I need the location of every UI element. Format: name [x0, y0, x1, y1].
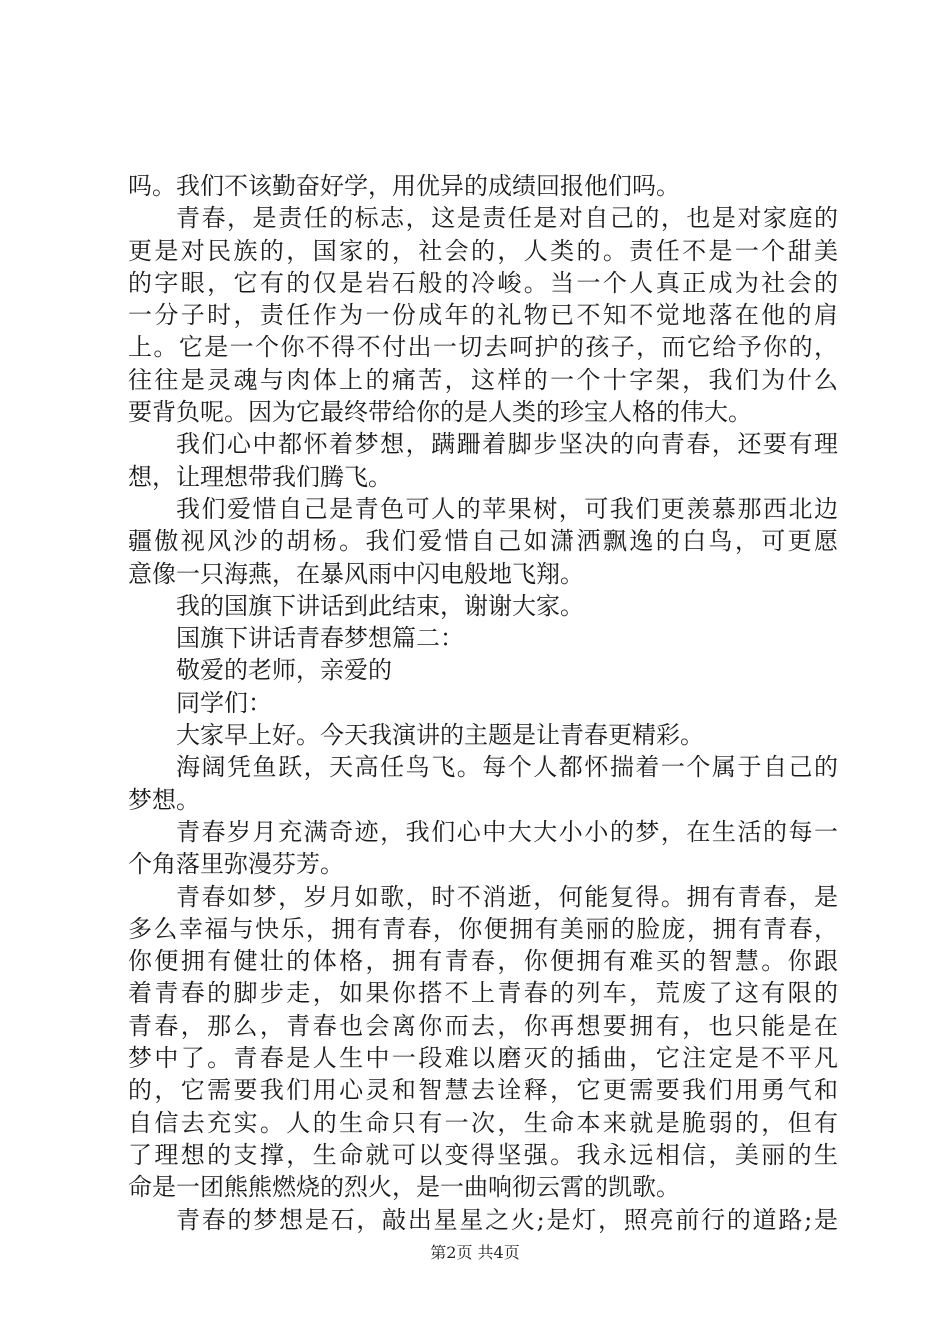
text-line: 自信去充实。人的生命只有一次，生命本来就是脆弱的，但有: [128, 1108, 838, 1137]
text-line: 我们爱惜自己是青色可人的苹果树，可我们更羡慕那西北边: [176, 494, 838, 523]
text-line: 想，让理想带我们腾飞。: [128, 462, 392, 491]
text-line: 要背负呢。因为它最终带给你的是人类的珍宝人格的伟大。: [128, 398, 752, 427]
text-line: 往往是灵魂与肉体上的痛苦，这样的一个十字架，我们为什么: [128, 365, 838, 394]
text-line: 命是一团熊熊燃烧的烈火，是一曲响彻云霄的凯歌。: [128, 1173, 680, 1202]
text-line: 海阔凭鱼跃，天高任鸟飞。每个人都怀揣着一个属于自己的: [176, 753, 838, 782]
text-line: 青春如梦，岁月如歌，时不消逝，何能复得。拥有青春，是: [176, 882, 838, 911]
text-line: 一分子时，责任作为一份成年的礼物已不知不觉地落在他的肩: [128, 301, 838, 330]
text-line: 你便拥有健壮的体格，拥有青春，你便拥有难买的智慧。你跟: [128, 947, 838, 976]
text-line: 的，它需要我们用心灵和智慧去诠释，它更需要我们用勇气和: [128, 1076, 838, 1105]
text-line: 着青春的脚步走，如果你搭不上青春的列车，荒废了这有限的: [128, 979, 838, 1008]
text-line: 大家早上好。今天我演讲的主题是让青春更精彩。: [176, 721, 704, 750]
text-line: 青春岁月充满奇迹，我们心中大大小小的梦，在生活的每一: [176, 817, 838, 846]
text-line: 了理想的支撑，生命就可以变得坚强。我永远相信，美丽的生: [128, 1140, 838, 1169]
text-line: 梦中了。青春是人生中一段难以磨灭的插曲，它注定是不平凡: [128, 1044, 838, 1073]
text-line: 的字眼，它有的仅是岩石般的冷峻。当一个人真正成为社会的: [128, 268, 838, 297]
text-line: 吗。我们不该勤奋好学，用优异的成绩回报他们吗。: [128, 172, 680, 200]
text-line: 青春的梦想是石，敲出星星之火;是灯，照亮前行的道路;是: [176, 1205, 838, 1234]
text-line: 同学们：: [176, 688, 272, 717]
text-line: 更是对民族的，国家的，社会的，人类的。责任不是一个甜美: [128, 236, 838, 265]
text-line: 我们心中都怀着梦想，蹒跚着脚步坚决的向青春，还要有理: [176, 430, 838, 459]
text-line: 青春，是责任的标志，这是责任是对自己的，也是对家庭的: [176, 204, 838, 233]
text-line: 国旗下讲话青春梦想篇二：: [176, 624, 464, 653]
text-line: 上。它是一个你不得不付出一切去呵护的孩子，而它给予你的，: [128, 333, 838, 362]
document-body: [128, 170, 838, 1236]
page-footer: [0, 1243, 950, 1263]
text-line: 我的国旗下讲话到此结束，谢谢大家。: [176, 591, 584, 620]
text-line: 梦想。: [128, 785, 200, 814]
text-line: 青春，那么，青春也会离你而去，你再想要拥有，也只能是在: [128, 1011, 838, 1040]
text-line: 多么幸福与快乐，拥有青春，你便拥有美丽的脸庞，拥有青春，: [128, 914, 838, 943]
page-number-label: 第2页 共4页: [430, 1243, 520, 1262]
text-line: 疆傲视风沙的胡杨。我们爱惜自己如潇洒飘逸的白鸟，可更愿: [128, 527, 838, 556]
text-line: 敬爱的老师，亲爱的: [176, 656, 392, 685]
text-line: 意像一只海燕，在暴风雨中闪电般地飞翔。: [128, 559, 584, 588]
text-line: 个角落里弥漫芬芳。: [128, 850, 344, 879]
